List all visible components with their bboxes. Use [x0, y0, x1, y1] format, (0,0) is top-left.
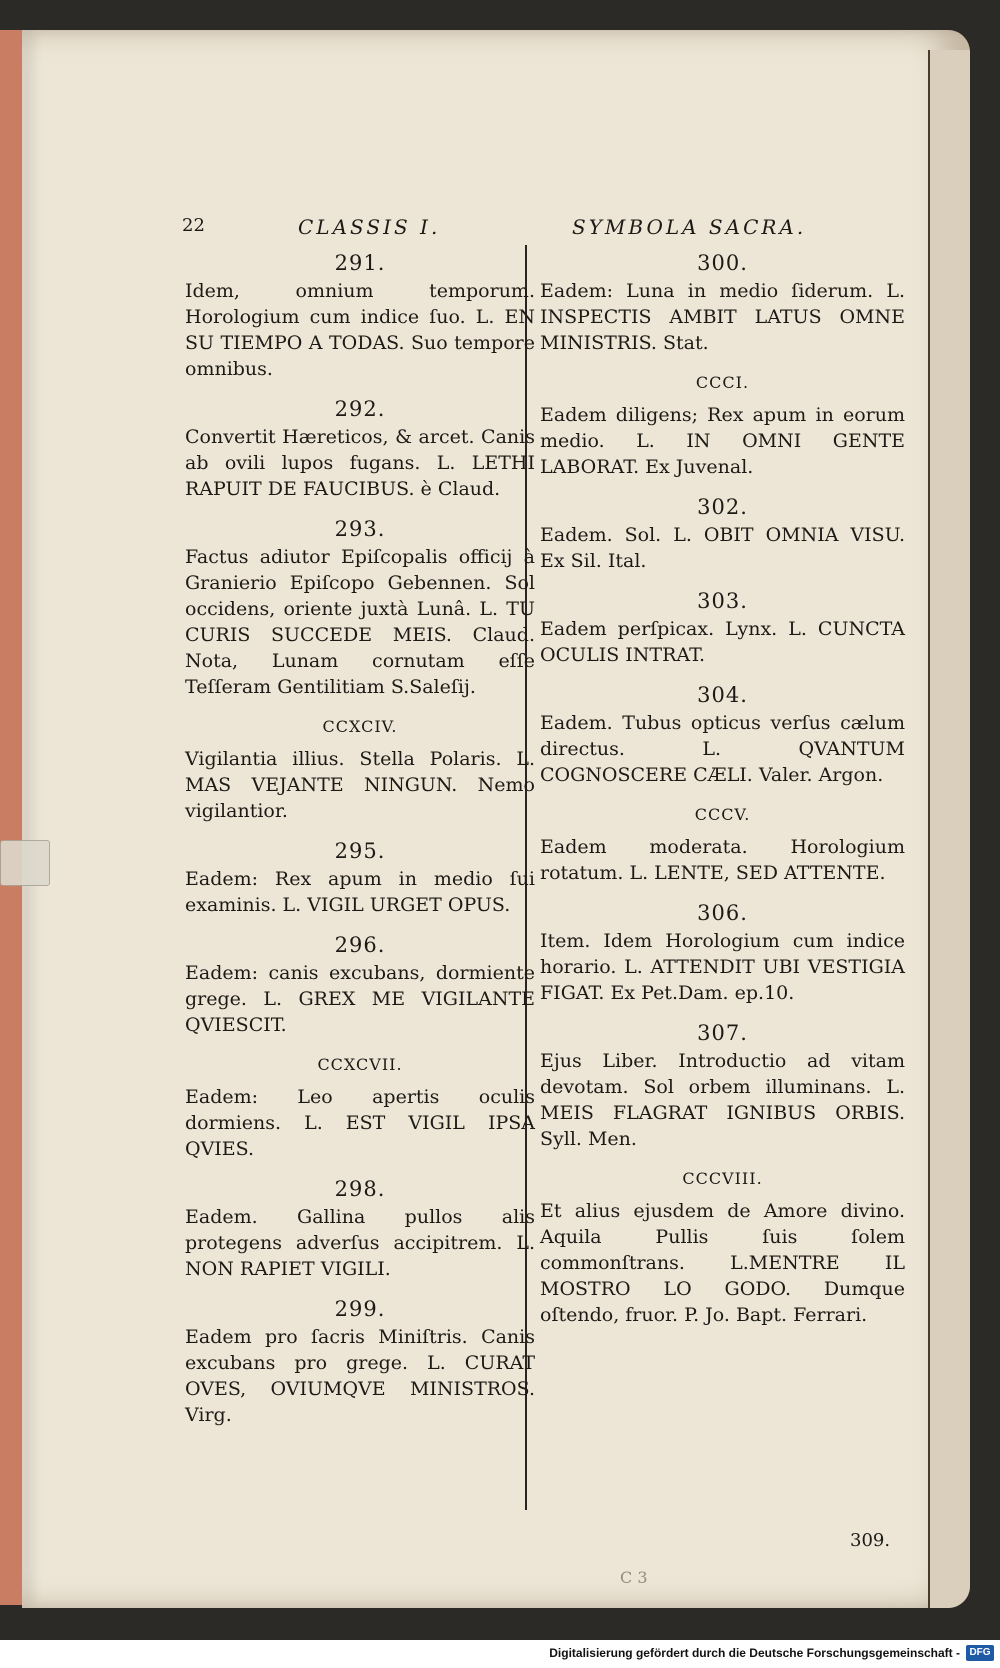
- entry-text: Idem, omnium temporum. Horologium cum indice ſuo. L. EN SU TIEMPO A TODAS. Suo tempore omnibus.: [185, 280, 535, 380]
- footer-bar: [0, 1640, 1000, 1668]
- entry-number: 291.: [334, 251, 386, 275]
- entry-number: 299.: [334, 1297, 386, 1321]
- entry: [185, 1176, 535, 1282]
- page-number: 22: [182, 215, 205, 236]
- entry-number: 292.: [334, 397, 386, 421]
- entry: [540, 1020, 905, 1152]
- page-clip: [0, 840, 50, 886]
- left-column: [185, 250, 535, 1442]
- entry-number: 300.: [697, 251, 748, 275]
- entry-number: 304.: [697, 683, 748, 707]
- page-edge: [0, 30, 24, 1605]
- entry: [185, 250, 535, 382]
- entry: [540, 802, 905, 886]
- left-running-title: CLASSIS I.: [298, 215, 441, 239]
- entry: [185, 1296, 535, 1428]
- facing-page-edge: [928, 50, 970, 1608]
- entry: [540, 900, 905, 1006]
- entry-text: Eadem perſpicax. Lynx. L. CUNCTA OCULIS INTRAT.: [540, 618, 905, 666]
- entry: [185, 1052, 535, 1162]
- entry-text: Ejus Liber. Introductio ad vitam devotam. Sol orbem illuminans. L. MEIS FLAGRAT IGNIBUS ORBIS. Syll. Men.: [540, 1050, 905, 1150]
- entry-number: 302.: [697, 495, 748, 519]
- right-column: [540, 250, 905, 1342]
- entry-number: CCCI.: [695, 373, 750, 392]
- entry: [540, 588, 905, 668]
- entry-number: 307.: [697, 1021, 748, 1045]
- footer-credit: Digitalisierung gefördert durch die Deutsche Forschungsgemeinschaft -: [549, 1646, 960, 1660]
- entry: [185, 396, 535, 502]
- entry-number: 293.: [334, 517, 386, 541]
- entry-number: 296.: [334, 933, 386, 957]
- entry: [540, 250, 905, 356]
- entry-number: CCCV.: [694, 805, 751, 824]
- entry-number: CCXCIV.: [322, 717, 398, 736]
- entry-text: Eadem: Leo apertis oculis dormiens. L. EST VIGIL IPSA QVIES.: [185, 1086, 535, 1160]
- entry: [540, 1166, 905, 1328]
- entry-text: Eadem. Sol. L. OBIT OMNIA VISU. Ex Sil. Ital.: [540, 524, 905, 572]
- entry-text: Eadem: canis excubans, dormiente grege. L. GREX ME VIGILANTE QVIESCIT.: [185, 962, 535, 1036]
- entry: [185, 516, 535, 700]
- entry-number: 306.: [697, 901, 748, 925]
- entry-text: Vigilantia illius. Stella Polaris. L. MAS VEJANTE NINGUN. Nemo vigilantior.: [185, 748, 535, 822]
- entry: [185, 932, 535, 1038]
- entry-number: 295.: [334, 839, 386, 863]
- entry-text: Et alius ejusdem de Amore divino. Aquila Pullis ſuis ſolem commonſtrans. L.MENTRE IL MOSTRO LO GODO. Dumque oſtendo, fruor. P. Jo. Bapt. Ferrari.: [540, 1200, 905, 1326]
- entry-text: Eadem diligens; Rex apum in eorum medio. L. IN OMNI GENTE LABORAT. Ex Juvenal.: [540, 404, 905, 478]
- dfg-logo-icon: DFG: [966, 1645, 994, 1661]
- entry-text: Eadem. Tubus opticus verſus cælum directus. L. QVANTUM COGNOSCERE CÆLI. Valer. Argon.: [540, 712, 905, 786]
- entry-text: Eadem: Luna in medio ſiderum. L. INSPECTIS AMBIT LATUS OMNE MINISTRIS. Stat.: [540, 280, 905, 354]
- entry-number: 298.: [334, 1177, 386, 1201]
- entry-text: Convertit Hæreticos, & arcet. Canis ab ovili lupos fugans. L. LETHI RAPUIT DE FAUCIBUS. è Claud.: [185, 426, 535, 500]
- entry: [540, 682, 905, 788]
- right-running-title: SYMBOLA SACRA.: [572, 215, 807, 239]
- entry-number: CCXCVII.: [317, 1055, 403, 1074]
- entry: [540, 494, 905, 574]
- entry-text: Eadem pro ſacris Miniſtris. Canis excubans pro grege. L. CURAT OVES, OVIUMQVE MINISTROS. Virg.: [185, 1326, 535, 1426]
- entry-text: Eadem. Gallina pullos alis protegens adverſus accipitrem. L. NON RAPIET VIGILI.: [185, 1206, 535, 1280]
- entry-number: 303.: [697, 589, 748, 613]
- catchword: 309.: [850, 1530, 891, 1551]
- entry-number: CCCVIII.: [682, 1169, 763, 1188]
- entry-text: Factus adiutor Epiſcopalis officij à Granierio Epiſcopo Gebennen. Sol occidens, oriente juxtà Lunâ. L. TU CURIS SUCCEDE MEIS. Claud. Nota, Lunam cornutam eſſe Teſſeram Gentilitiam S.Saleſij.: [185, 546, 535, 698]
- entry-text: Item. Idem Horologium cum indice horario. L. ATTENDIT UBI VESTIGIA FIGAT. Ex Pet.Dam. ep.10.: [540, 930, 905, 1004]
- signature-mark: C 3: [620, 1568, 648, 1587]
- entry-text: Eadem: Rex apum in medio ſui examinis. L. VIGIL URGET OPUS.: [185, 868, 535, 916]
- entry-text: Eadem moderata. Horologium rotatum. L. LENTE, SED ATTENTE.: [540, 836, 905, 884]
- entry: [540, 370, 905, 480]
- entry: [185, 714, 535, 824]
- entry: [185, 838, 535, 918]
